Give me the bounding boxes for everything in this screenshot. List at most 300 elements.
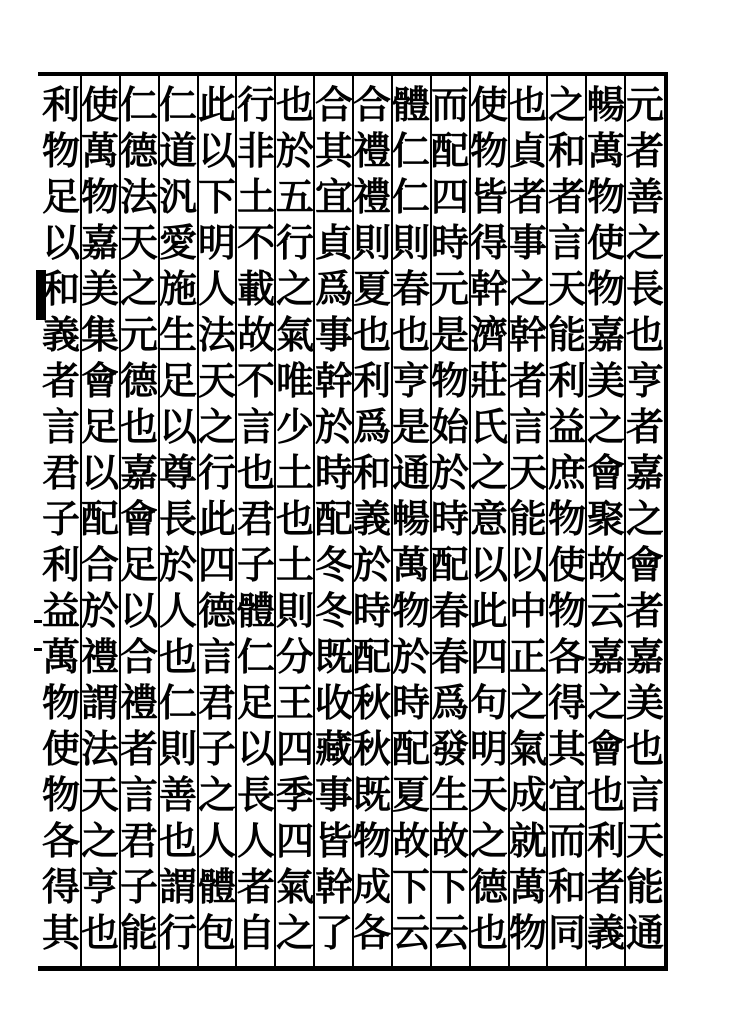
glyph: 云 xyxy=(586,588,625,633)
glyph: 冬 xyxy=(314,588,353,633)
glyph: 得 xyxy=(41,864,80,909)
glyph: 體 xyxy=(391,82,430,127)
glyph: 事 xyxy=(508,220,547,265)
glyph: 以 xyxy=(197,128,236,173)
glyph: 各 xyxy=(547,634,586,679)
glyph: 於 xyxy=(430,450,469,495)
glyph: 貞 xyxy=(508,128,547,173)
glyph: 既 xyxy=(352,772,391,817)
glyph: 之 xyxy=(197,404,236,449)
glyph: 者 xyxy=(625,404,664,449)
glyph: 益 xyxy=(547,404,586,449)
glyph: 使 xyxy=(469,82,508,127)
glyph: 暢 xyxy=(391,496,430,541)
glyph: 行 xyxy=(275,220,314,265)
glyph: 而 xyxy=(547,818,586,863)
glyph: 美 xyxy=(586,358,625,403)
glyph: 天 xyxy=(80,772,119,817)
glyph: 故 xyxy=(391,818,430,863)
glyph: 義 xyxy=(352,496,391,541)
glyph: 於 xyxy=(275,128,314,173)
glyph: 足 xyxy=(41,174,80,219)
glyph: 四 xyxy=(469,634,508,679)
glyph: 了 xyxy=(314,910,353,955)
glyph: 會 xyxy=(80,358,119,403)
glyph: 者 xyxy=(625,588,664,633)
glyph: 明 xyxy=(197,220,236,265)
glyph: 君 xyxy=(197,680,236,725)
glyph: 君 xyxy=(41,450,80,495)
glyph: 始 xyxy=(430,404,469,449)
glyph: 合 xyxy=(80,542,119,587)
glyph: 萬 xyxy=(41,634,80,679)
glyph: 既 xyxy=(314,634,353,679)
glyph: 以 xyxy=(158,404,197,449)
text-column xyxy=(547,82,587,962)
glyph: 使 xyxy=(41,726,80,771)
glyph: 天 xyxy=(119,220,158,265)
glyph: 意 xyxy=(469,496,508,541)
glyph: 萬 xyxy=(508,864,547,909)
glyph: 會 xyxy=(625,542,664,587)
glyph: 會 xyxy=(586,450,625,495)
glyph: 濟 xyxy=(469,312,508,357)
glyph: 幹 xyxy=(508,312,547,357)
glyph: 子 xyxy=(236,542,275,587)
text-column xyxy=(236,82,276,962)
glyph: 足 xyxy=(236,680,275,725)
glyph: 合 xyxy=(314,82,353,127)
glyph: 成 xyxy=(508,772,547,817)
glyph: 言 xyxy=(197,634,236,679)
glyph: 生 xyxy=(158,312,197,357)
glyph: 下 xyxy=(430,864,469,909)
glyph: 謂 xyxy=(158,864,197,909)
glyph: 物 xyxy=(508,910,547,955)
glyph: 合 xyxy=(352,82,391,127)
glyph: 人 xyxy=(197,818,236,863)
glyph: 也 xyxy=(236,450,275,495)
glyph: 物 xyxy=(80,174,119,219)
glyph: 德 xyxy=(197,588,236,633)
glyph: 各 xyxy=(352,910,391,955)
glyph: 物 xyxy=(41,128,80,173)
text-column xyxy=(119,82,159,962)
glyph: 得 xyxy=(469,220,508,265)
glyph: 者 xyxy=(41,358,80,403)
glyph: 元 xyxy=(119,312,158,357)
glyph: 人 xyxy=(158,588,197,633)
glyph: 幹 xyxy=(314,864,353,909)
glyph: 也 xyxy=(625,726,664,771)
glyph: 之 xyxy=(625,220,664,265)
glyph: 使 xyxy=(80,82,119,127)
glyph: 足 xyxy=(158,358,197,403)
glyph: 物 xyxy=(469,128,508,173)
glyph: 之 xyxy=(469,450,508,495)
glyph: 言 xyxy=(119,772,158,817)
glyph: 美 xyxy=(80,266,119,311)
text-column xyxy=(430,82,470,962)
glyph: 云 xyxy=(391,910,430,955)
glyph: 聚 xyxy=(586,496,625,541)
glyph: 施 xyxy=(158,266,197,311)
glyph: 故 xyxy=(236,312,275,357)
glyph: 爲 xyxy=(352,404,391,449)
glyph: 能 xyxy=(625,864,664,909)
glyph: 仁 xyxy=(119,82,158,127)
glyph: 言 xyxy=(547,220,586,265)
glyph: 行 xyxy=(197,450,236,495)
glyph: 人 xyxy=(236,818,275,863)
glyph: 之 xyxy=(197,772,236,817)
text-column xyxy=(41,82,81,962)
glyph: 道 xyxy=(158,128,197,173)
glyph: 配 xyxy=(430,128,469,173)
glyph: 以 xyxy=(236,726,275,771)
glyph: 之 xyxy=(586,680,625,725)
glyph: 氣 xyxy=(508,726,547,771)
glyph: 萬 xyxy=(80,128,119,173)
glyph: 通 xyxy=(391,450,430,495)
glyph: 亨 xyxy=(80,864,119,909)
glyph: 同 xyxy=(547,910,586,955)
glyph: 秋 xyxy=(352,726,391,771)
glyph: 之 xyxy=(586,404,625,449)
glyph: 仁 xyxy=(391,128,430,173)
glyph: 法 xyxy=(197,312,236,357)
glyph: 其 xyxy=(547,726,586,771)
glyph: 夏 xyxy=(352,266,391,311)
glyph: 以 xyxy=(41,220,80,265)
glyph: 時 xyxy=(430,496,469,541)
glyph: 仁 xyxy=(158,680,197,725)
glyph: 萬 xyxy=(391,542,430,587)
glyph: 之 xyxy=(119,266,158,311)
glyph: 天 xyxy=(469,772,508,817)
glyph: 之 xyxy=(508,680,547,725)
glyph: 法 xyxy=(80,726,119,771)
glyph: 則 xyxy=(352,220,391,265)
glyph: 利 xyxy=(547,358,586,403)
glyph: 集 xyxy=(80,312,119,357)
glyph: 利 xyxy=(586,818,625,863)
glyph: 氣 xyxy=(275,864,314,909)
glyph: 事 xyxy=(314,312,353,357)
glyph: 愛 xyxy=(158,220,197,265)
glyph: 四 xyxy=(275,726,314,771)
glyph: 尊 xyxy=(158,450,197,495)
glyph: 和 xyxy=(41,266,80,311)
glyph: 者 xyxy=(508,174,547,219)
glyph: 四 xyxy=(430,174,469,219)
glyph: 春 xyxy=(391,266,430,311)
glyph: 法 xyxy=(119,174,158,219)
glyph: 於 xyxy=(314,404,353,449)
glyph: 下 xyxy=(391,864,430,909)
glyph: 物 xyxy=(586,266,625,311)
glyph: 禮 xyxy=(352,128,391,173)
glyph: 庶 xyxy=(547,450,586,495)
glyph: 爲 xyxy=(314,266,353,311)
glyph: 子 xyxy=(41,496,80,541)
glyph: 之 xyxy=(508,266,547,311)
glyph: 會 xyxy=(586,726,625,771)
glyph: 則 xyxy=(275,588,314,633)
glyph: 也 xyxy=(158,818,197,863)
glyph: 善 xyxy=(158,772,197,817)
glyph: 仁 xyxy=(236,634,275,679)
glyph: 春 xyxy=(430,634,469,679)
glyph: 生 xyxy=(430,772,469,817)
glyph: 也 xyxy=(119,404,158,449)
glyph: 元 xyxy=(625,82,664,127)
glyph: 足 xyxy=(119,542,158,587)
glyph: 能 xyxy=(508,496,547,541)
glyph: 德 xyxy=(119,128,158,173)
glyph: 也 xyxy=(508,82,547,127)
glyph: 之 xyxy=(625,496,664,541)
text-column xyxy=(197,82,237,962)
glyph: 會 xyxy=(119,496,158,541)
glyph: 得 xyxy=(547,680,586,725)
glyph: 物 xyxy=(41,772,80,817)
glyph: 天 xyxy=(547,266,586,311)
glyph: 物 xyxy=(352,818,391,863)
glyph: 此 xyxy=(197,496,236,541)
glyph: 之 xyxy=(275,266,314,311)
glyph: 物 xyxy=(391,588,430,633)
glyph: 和 xyxy=(547,864,586,909)
glyph: 通 xyxy=(625,910,664,955)
text-column xyxy=(469,82,509,962)
glyph: 四 xyxy=(275,818,314,863)
glyph: 之 xyxy=(469,818,508,863)
glyph: 自 xyxy=(236,910,275,955)
glyph: 行 xyxy=(158,910,197,955)
glyph: 禮 xyxy=(352,174,391,219)
glyph: 以 xyxy=(119,588,158,633)
text-column xyxy=(352,82,392,962)
glyph: 仁 xyxy=(391,174,430,219)
glyph: 物 xyxy=(41,680,80,725)
glyph: 時 xyxy=(314,450,353,495)
glyph: 也 xyxy=(275,82,314,127)
glyph: 於 xyxy=(391,634,430,679)
glyph: 明 xyxy=(469,726,508,771)
glyph: 時 xyxy=(352,588,391,633)
glyph: 於 xyxy=(352,542,391,587)
glyph: 言 xyxy=(625,772,664,817)
glyph: 利 xyxy=(41,82,80,127)
glyph: 長 xyxy=(236,772,275,817)
glyph: 王 xyxy=(275,680,314,725)
glyph: 故 xyxy=(430,818,469,863)
glyph: 天 xyxy=(508,450,547,495)
glyph: 不 xyxy=(236,358,275,403)
text-column xyxy=(586,82,626,962)
glyph: 物 xyxy=(547,496,586,541)
glyph: 少 xyxy=(275,404,314,449)
glyph: 也 xyxy=(158,634,197,679)
glyph: 善 xyxy=(625,174,664,219)
glyph: 分 xyxy=(275,634,314,679)
glyph: 利 xyxy=(41,542,80,587)
glyph: 亨 xyxy=(391,358,430,403)
glyph: 天 xyxy=(625,818,664,863)
text-column xyxy=(625,82,665,962)
glyph: 也 xyxy=(275,496,314,541)
glyph: 土 xyxy=(275,450,314,495)
glyph: 謂 xyxy=(80,680,119,725)
glyph: 宜 xyxy=(547,772,586,817)
glyph: 莊 xyxy=(469,358,508,403)
glyph: 四 xyxy=(197,542,236,587)
glyph: 體 xyxy=(197,864,236,909)
text-column xyxy=(275,82,315,962)
glyph: 秋 xyxy=(352,680,391,725)
glyph: 仁 xyxy=(158,82,197,127)
glyph: 五 xyxy=(275,174,314,219)
glyph: 者 xyxy=(508,358,547,403)
glyph: 也 xyxy=(391,312,430,357)
glyph: 配 xyxy=(314,496,353,541)
glyph: 事 xyxy=(314,772,353,817)
glyph: 配 xyxy=(391,726,430,771)
glyph: 天 xyxy=(197,358,236,403)
text-column xyxy=(391,82,431,962)
glyph: 合 xyxy=(119,634,158,679)
glyph: 者 xyxy=(547,174,586,219)
glyph: 各 xyxy=(41,818,80,863)
glyph: 此 xyxy=(469,588,508,633)
glyph: 能 xyxy=(547,312,586,357)
text-column xyxy=(158,82,198,962)
glyph: 能 xyxy=(119,910,158,955)
glyph: 幹 xyxy=(469,266,508,311)
glyph: 和 xyxy=(547,128,586,173)
text-column xyxy=(80,82,120,962)
glyph: 物 xyxy=(430,358,469,403)
glyph: 故 xyxy=(586,542,625,587)
glyph: 德 xyxy=(119,358,158,403)
glyph: 幹 xyxy=(314,358,353,403)
glyph: 也 xyxy=(586,772,625,817)
glyph: 嘉 xyxy=(625,634,664,679)
glyph: 以 xyxy=(80,450,119,495)
glyph: 義 xyxy=(586,910,625,955)
glyph: 體 xyxy=(236,588,275,633)
glyph: 時 xyxy=(391,680,430,725)
glyph: 美 xyxy=(625,680,664,725)
glyph: 之 xyxy=(275,910,314,955)
glyph: 嘉 xyxy=(80,220,119,265)
glyph: 句 xyxy=(469,680,508,725)
glyph: 配 xyxy=(352,634,391,679)
glyph: 春 xyxy=(430,588,469,633)
glyph: 爲 xyxy=(430,680,469,725)
glyph: 以 xyxy=(469,542,508,587)
glyph: 嘉 xyxy=(625,450,664,495)
glyph: 此 xyxy=(197,82,236,127)
glyph: 子 xyxy=(197,726,236,771)
glyph: 利 xyxy=(352,358,391,403)
glyph: 於 xyxy=(158,542,197,587)
glyph: 長 xyxy=(625,266,664,311)
glyph: 冬 xyxy=(314,542,353,587)
glyph: 季 xyxy=(275,772,314,817)
glyph: 行 xyxy=(236,82,275,127)
glyph: 於 xyxy=(80,588,119,633)
glyph: 土 xyxy=(275,542,314,587)
glyph: 氏 xyxy=(469,404,508,449)
glyph: 則 xyxy=(158,726,197,771)
glyph: 載 xyxy=(236,266,275,311)
glyph: 言 xyxy=(508,404,547,449)
glyph: 者 xyxy=(236,864,275,909)
glyph: 之 xyxy=(80,818,119,863)
glyph: 皆 xyxy=(469,174,508,219)
glyph: 也 xyxy=(469,910,508,955)
glyph: 則 xyxy=(391,220,430,265)
glyph: 子 xyxy=(119,864,158,909)
glyph: 使 xyxy=(547,542,586,587)
glyph: 云 xyxy=(430,910,469,955)
text-column xyxy=(314,82,354,962)
glyph: 也 xyxy=(352,312,391,357)
glyph: 亨 xyxy=(625,358,664,403)
glyph: 非 xyxy=(236,128,275,173)
glyph: 也 xyxy=(625,312,664,357)
glyph: 不 xyxy=(236,220,275,265)
glyph: 配 xyxy=(430,542,469,587)
glyph: 也 xyxy=(80,910,119,955)
glyph: 者 xyxy=(586,864,625,909)
glyph: 益 xyxy=(41,588,80,633)
glyph: 是 xyxy=(430,312,469,357)
text-column xyxy=(508,82,548,962)
glyph: 使 xyxy=(586,220,625,265)
glyph: 德 xyxy=(469,864,508,909)
glyph: 宜 xyxy=(314,174,353,219)
glyph: 下 xyxy=(197,174,236,219)
glyph: 時 xyxy=(430,220,469,265)
glyph: 夏 xyxy=(391,772,430,817)
glyph: 長 xyxy=(158,496,197,541)
glyph: 是 xyxy=(391,404,430,449)
glyph: 萬 xyxy=(586,128,625,173)
glyph: 暢 xyxy=(586,82,625,127)
glyph: 足 xyxy=(80,404,119,449)
glyph: 其 xyxy=(314,128,353,173)
glyph: 中 xyxy=(508,588,547,633)
glyph: 皆 xyxy=(314,818,353,863)
glyph: 言 xyxy=(236,404,275,449)
glyph: 嘉 xyxy=(119,450,158,495)
glyph: 貞 xyxy=(314,220,353,265)
glyph: 之 xyxy=(547,82,586,127)
glyph: 嘉 xyxy=(586,634,625,679)
glyph: 氣 xyxy=(275,312,314,357)
glyph: 言 xyxy=(41,404,80,449)
glyph: 禮 xyxy=(80,634,119,679)
glyph: 藏 xyxy=(314,726,353,771)
glyph: 物 xyxy=(547,588,586,633)
glyph: 人 xyxy=(197,266,236,311)
glyph: 配 xyxy=(80,496,119,541)
glyph: 發 xyxy=(430,726,469,771)
glyph: 義 xyxy=(41,312,80,357)
